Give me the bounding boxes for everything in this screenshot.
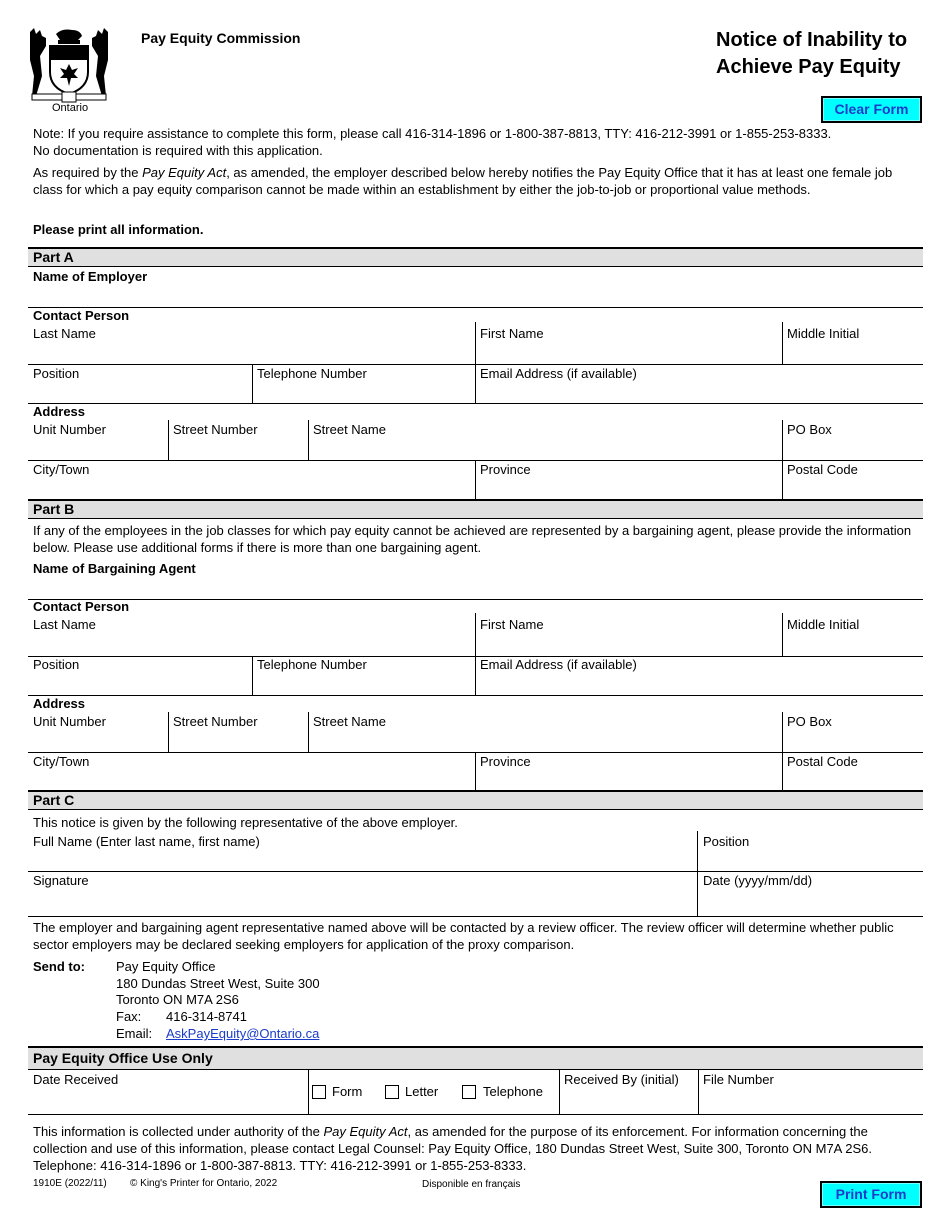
telephone-b-label: Telephone Number bbox=[257, 657, 367, 672]
contact-person-b-label: Contact Person bbox=[33, 599, 130, 614]
part-c-header: Part C bbox=[28, 790, 923, 810]
letter-checkbox-label: Letter bbox=[405, 1084, 439, 1099]
last-name-a-label: Last Name bbox=[33, 326, 96, 341]
file-number-label: File Number bbox=[703, 1072, 774, 1087]
position-a-input[interactable] bbox=[28, 382, 252, 402]
page-title bbox=[716, 27, 907, 81]
province-b-input[interactable] bbox=[476, 770, 782, 790]
received-by-input[interactable] bbox=[560, 1088, 698, 1113]
address-b-label: Address bbox=[33, 696, 86, 711]
city-b-input[interactable] bbox=[28, 770, 475, 790]
street-number-b-input[interactable] bbox=[169, 730, 308, 751]
title-line-2: Achieve Pay Equity bbox=[716, 56, 901, 78]
form-checkbox-label: Form bbox=[332, 1084, 363, 1099]
org-name: Pay Equity Commission bbox=[141, 30, 301, 46]
middle-initial-b-label: Middle Initial bbox=[787, 617, 860, 632]
signature-input[interactable] bbox=[28, 889, 697, 915]
assistance-note: Note: If you require assistance to complete this form, please call 416-314-1896 or 1-800-387-8813, TTY: 416-212-3991 or 1-855-253-8333. bbox=[33, 126, 832, 141]
intro-post: , as amended, the employer described below hereby notifies the Pay Equity Office that it has at least one female job class for which a pay equity comparison cannot be made within an establishment by either the job-to-job or proportional value methods. bbox=[33, 165, 893, 197]
street-number-b-label: Street Number bbox=[173, 714, 258, 729]
no-documentation-note: No documentation is required with this application. bbox=[33, 143, 323, 158]
po-box-b-label: PO Box bbox=[787, 714, 832, 729]
email-a-label: Email Address (if available) bbox=[480, 366, 637, 381]
telephone-b-input[interactable] bbox=[253, 673, 475, 694]
part-a-header: Part A bbox=[28, 247, 923, 267]
telephone-checkbox[interactable] bbox=[462, 1085, 476, 1099]
date-label: Date (yyyy/mm/dd) bbox=[703, 873, 813, 888]
coat-of-arms-icon bbox=[26, 26, 112, 104]
date-received-input[interactable] bbox=[28, 1088, 308, 1113]
last-name-a-input[interactable] bbox=[28, 342, 475, 363]
date-received-label: Date Received bbox=[33, 1072, 119, 1087]
intro-act: Pay Equity Act bbox=[142, 165, 227, 180]
privacy-act: Pay Equity Act bbox=[323, 1124, 408, 1139]
middle-initial-a-input[interactable] bbox=[783, 342, 923, 363]
letter-checkbox[interactable] bbox=[385, 1085, 399, 1099]
po-box-b-input[interactable] bbox=[783, 730, 923, 751]
date-input[interactable] bbox=[698, 889, 923, 915]
postal-code-b-label: Postal Code bbox=[787, 754, 858, 769]
unit-number-b-input[interactable] bbox=[28, 730, 168, 751]
part-c-intro: This notice is given by the following representative of the above employer. bbox=[33, 815, 458, 830]
position-a-label: Position bbox=[33, 366, 80, 381]
send-to-label: Send to: bbox=[33, 959, 85, 974]
email-b-label: Email Address (if available) bbox=[480, 657, 637, 672]
position-b-label: Position bbox=[33, 657, 80, 672]
full-name-input[interactable] bbox=[28, 850, 697, 871]
email-link[interactable]: AskPayEquity@Ontario.ca bbox=[166, 1026, 320, 1041]
last-name-b-label: Last Name bbox=[33, 617, 96, 632]
province-a-input[interactable] bbox=[476, 478, 782, 498]
send-to-street: 180 Dundas Street West, Suite 300 bbox=[116, 976, 320, 991]
form-checkbox[interactable] bbox=[312, 1085, 326, 1099]
city-b-label: City/Town bbox=[33, 754, 90, 769]
agent-name-input[interactable] bbox=[28, 576, 923, 598]
file-number-input[interactable] bbox=[699, 1088, 923, 1113]
telephone-a-input[interactable] bbox=[253, 382, 475, 402]
middle-initial-a-label: Middle Initial bbox=[787, 326, 860, 341]
position-c-label: Position bbox=[703, 834, 750, 849]
privacy-pre: This information is collected under authority of the bbox=[33, 1124, 324, 1139]
postal-code-a-label: Postal Code bbox=[787, 462, 858, 477]
telephone-checkbox-label: Telephone bbox=[483, 1084, 543, 1099]
received-by-label: Received By (initial) bbox=[564, 1072, 679, 1087]
print-form-button[interactable]: Print Form bbox=[820, 1181, 922, 1208]
street-number-a-label: Street Number bbox=[173, 422, 258, 437]
privacy-notice bbox=[33, 1123, 918, 1174]
first-name-a-input[interactable] bbox=[476, 342, 782, 363]
unit-number-b-label: Unit Number bbox=[33, 714, 106, 729]
review-note: The employer and bargaining agent representative named above will be contacted by a review officer. The review officer will determine whether public sector employers may be declared seeking employers for application of the proxy comparison. bbox=[33, 920, 894, 952]
city-a-input[interactable] bbox=[28, 478, 475, 498]
email-label: Email: bbox=[116, 1026, 153, 1041]
ontario-logo bbox=[26, 26, 112, 104]
telephone-a-label: Telephone Number bbox=[257, 366, 367, 381]
first-name-b-input[interactable] bbox=[476, 633, 782, 654]
signature-label: Signature bbox=[33, 873, 89, 888]
street-name-a-input[interactable] bbox=[309, 438, 782, 459]
fax-number: 416-314-8741 bbox=[166, 1009, 247, 1024]
agent-name-label: Name of Bargaining Agent bbox=[33, 561, 196, 576]
unit-number-a-input[interactable] bbox=[28, 438, 168, 459]
contact-person-a-label: Contact Person bbox=[33, 308, 130, 323]
employer-name-label: Name of Employer bbox=[33, 269, 148, 284]
privacy-post: , as amended for the purpose of its enforcement. For information concerning the collection and use of this information, please contact Legal Counsel: Pay Equity Office, 180 Dundas Street West, Suite 300, Toronto ON M7A 2S6. Telephone: 416-314-1896 or 1-800-387-8813. TTY: 416-212-3991 or 1-855-253-8333. bbox=[33, 1124, 872, 1173]
fax-label: Fax: bbox=[116, 1009, 142, 1024]
email-a-input[interactable] bbox=[476, 382, 923, 402]
form-code: 1910E (2022/11) bbox=[33, 1178, 107, 1189]
po-box-a-input[interactable] bbox=[783, 438, 923, 459]
intro-pre: As required by the bbox=[33, 165, 143, 180]
position-c-input[interactable] bbox=[698, 850, 923, 871]
employer-name-input[interactable] bbox=[28, 284, 923, 306]
office-use-header: Pay Equity Office Use Only bbox=[28, 1046, 923, 1070]
last-name-b-input[interactable] bbox=[28, 633, 475, 654]
postal-code-b-input[interactable] bbox=[783, 770, 923, 790]
middle-initial-b-input[interactable] bbox=[783, 633, 923, 654]
street-name-b-label: Street Name bbox=[313, 714, 386, 729]
send-to-office: Pay Equity Office bbox=[116, 959, 216, 974]
city-a-label: City/Town bbox=[33, 462, 90, 477]
full-name-label: Full Name (Enter last name, first name) bbox=[33, 834, 260, 849]
street-number-a-input[interactable] bbox=[169, 438, 308, 459]
unit-number-a-label: Unit Number bbox=[33, 422, 106, 437]
address-a-label: Address bbox=[33, 404, 86, 419]
position-b-input[interactable] bbox=[28, 673, 252, 694]
french-availability: Disponible en français bbox=[422, 1179, 521, 1190]
logo-caption: Ontario bbox=[52, 102, 89, 114]
clear-form-button[interactable]: Clear Form bbox=[821, 96, 922, 123]
first-name-a-label: First Name bbox=[480, 326, 544, 341]
title-line-1: Notice of Inability to bbox=[716, 29, 908, 51]
province-b-label: Province bbox=[480, 754, 531, 769]
po-box-a-label: PO Box bbox=[787, 422, 832, 437]
part-b-header: Part B bbox=[28, 499, 923, 519]
street-name-a-label: Street Name bbox=[313, 422, 386, 437]
street-name-b-input[interactable] bbox=[309, 730, 782, 751]
first-name-b-label: First Name bbox=[480, 617, 544, 632]
print-all-instruction: Please print all information. bbox=[33, 222, 204, 237]
copyright: © King's Printer for Ontario, 2022 bbox=[130, 1178, 278, 1189]
intro-paragraph bbox=[33, 164, 908, 198]
email-b-input[interactable] bbox=[476, 673, 923, 694]
part-b-intro: If any of the employees in the job classes for which pay equity cannot be achieved are represented by a bargaining agent, please provide the information below. Please use additional forms if there is more than one bargaining agent. bbox=[33, 523, 912, 555]
province-a-label: Province bbox=[480, 462, 531, 477]
send-to-city: Toronto ON M7A 2S6 bbox=[116, 992, 239, 1007]
postal-code-a-input[interactable] bbox=[783, 478, 923, 498]
